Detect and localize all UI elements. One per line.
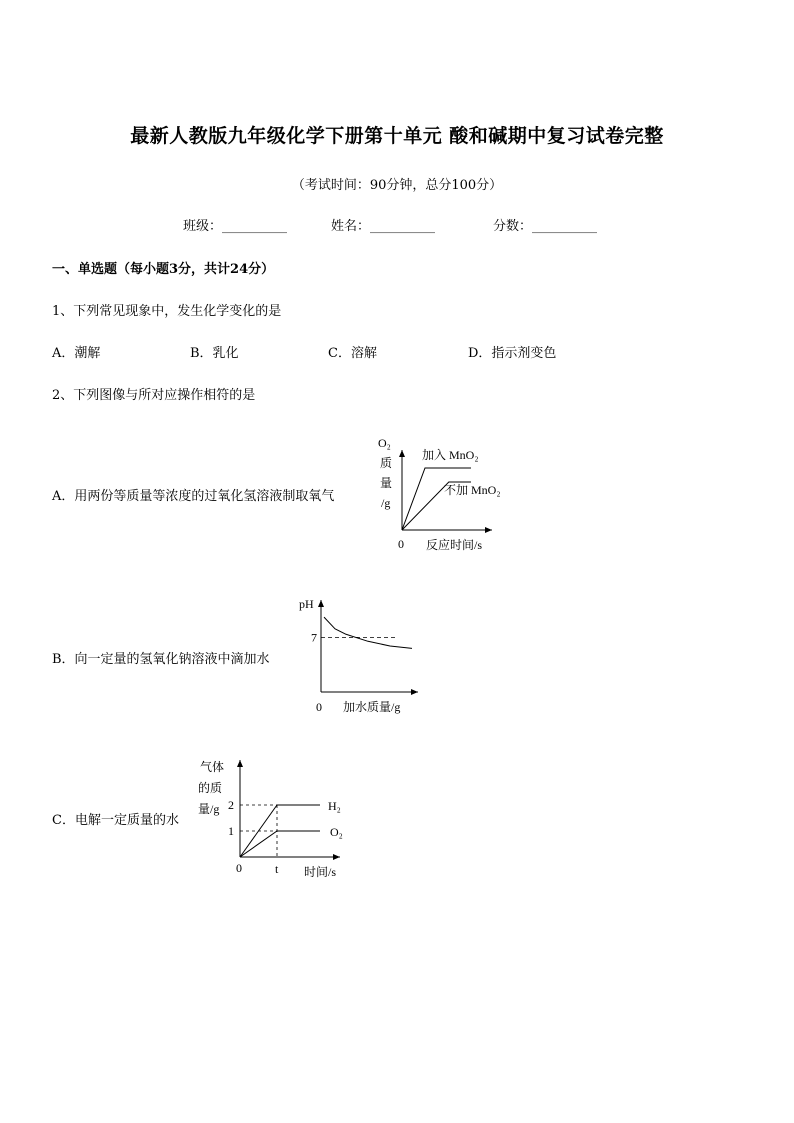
- chart-a-legend-1: 加入 MnO₂: [422, 448, 479, 462]
- chart-c: [190, 755, 360, 885]
- chart-a-ylabel-4: /g: [381, 496, 391, 510]
- chart-a-series-1: [402, 468, 471, 530]
- q1-option-c[interactable]: C．溶解: [328, 346, 377, 361]
- chart-b-xlabel: 加水质量/g: [343, 700, 401, 714]
- chart-c-ytick-2: 2: [228, 798, 234, 812]
- chart-c-x-arrow: [333, 854, 340, 860]
- question-1-stem: 1、下列常见现象中，发生化学变化的是: [52, 304, 282, 319]
- chart-c-y-arrow: [237, 760, 243, 767]
- chart-c-ytick-1: 1: [228, 824, 234, 838]
- chart-c-origin: 0: [236, 861, 242, 875]
- chart-c-ylabel-1: 气体: [200, 760, 225, 774]
- page-title: 最新人教版九年级化学下册第十单元 酸和碱期中复习试卷完整: [130, 125, 664, 147]
- chart-c-legend-2: O₂: [330, 825, 343, 839]
- q1-option-a[interactable]: A．潮解: [52, 346, 101, 361]
- chart-a-ylabel-2: 质: [380, 456, 393, 470]
- chart-b-ytick: 7: [311, 630, 317, 645]
- score-field[interactable]: 分数：__________: [493, 219, 598, 234]
- chart-a-ylabel-3: 量: [380, 476, 393, 490]
- chart-b: [296, 592, 426, 720]
- q1-option-b[interactable]: B．乳化: [190, 346, 239, 361]
- chart-a-x-arrow: [485, 527, 492, 533]
- class-field[interactable]: 班级：__________: [183, 219, 288, 234]
- name-field[interactable]: 姓名：__________: [331, 219, 436, 234]
- chart-b-x-arrow: [411, 689, 418, 695]
- chart-c-ylabel-3: 量/g: [198, 802, 220, 816]
- chart-c-legend-1: H₂: [328, 799, 341, 813]
- chart-b-y-arrow: [318, 600, 324, 607]
- q2-option-a[interactable]: A．用两份等质量等浓度的过氧化氢溶液制取氧气: [52, 489, 335, 504]
- q2-option-c[interactable]: C．电解一定质量的水: [52, 813, 179, 828]
- chart-a-y-arrow: [399, 450, 405, 457]
- chart-c-xtick: t: [275, 862, 279, 876]
- chart-c-xlabel: 时间/s: [304, 865, 337, 879]
- chart-a-origin: 0: [398, 537, 404, 551]
- chart-a-xlabel: 反应时间/s: [426, 538, 483, 552]
- chart-c-series-2: [240, 831, 320, 857]
- q1-option-d[interactable]: D．指示剂变色: [468, 346, 557, 361]
- section-heading: 一、单选题（每小题3分，共计24分）: [52, 262, 275, 277]
- chart-a: [370, 430, 520, 555]
- chart-b-origin: 0: [316, 700, 322, 714]
- chart-b-ylabel: pH: [299, 597, 314, 611]
- question-2-stem: 2、下列图像与所对应操作相符的是: [52, 388, 256, 403]
- exam-subtitle: （考试时间：90分钟，总分100分）: [291, 178, 503, 193]
- chart-b-series: [324, 617, 412, 648]
- chart-c-ylabel-2: 的质: [198, 781, 223, 795]
- q2-option-b[interactable]: B．向一定量的氢氧化钠溶液中滴加水: [52, 652, 270, 667]
- chart-a-legend-2: 不加 MnO₂: [444, 483, 501, 497]
- chart-a-ylabel-1: O₂: [378, 436, 391, 450]
